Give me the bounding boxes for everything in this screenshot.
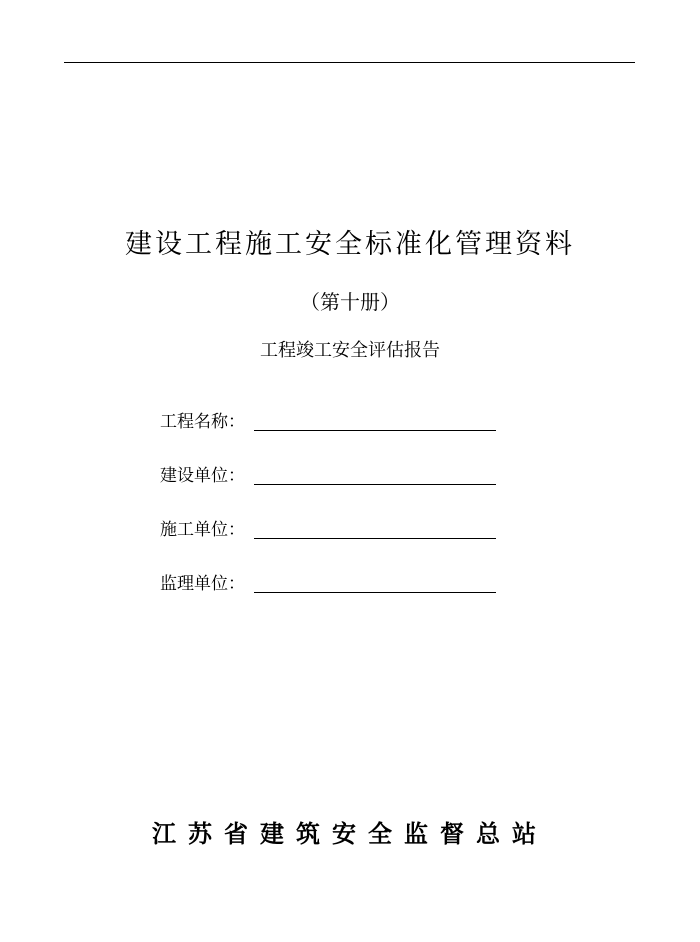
- field-label-project-name: 工程名称：: [160, 412, 245, 432]
- field-line-owner[interactable]: [254, 484, 496, 485]
- field-label-supervisor: 监理单位：: [160, 574, 245, 594]
- field-row-owner: [160, 461, 560, 487]
- top-rule: [64, 62, 635, 63]
- info-form: [160, 407, 560, 623]
- field-row-project-name: [160, 407, 560, 433]
- document-subtitle: 工程竣工安全评估报告: [260, 340, 440, 361]
- field-line-project-name[interactable]: [254, 430, 496, 431]
- field-label-contractor: 施工单位：: [160, 520, 245, 540]
- field-row-contractor: [160, 515, 560, 541]
- document-title: 建设工程施工安全标准化管理资料: [125, 229, 575, 260]
- field-line-contractor[interactable]: [254, 538, 496, 539]
- issuer-name: 江苏省建筑安全监督总站: [152, 820, 548, 848]
- volume-label: （第十册）: [300, 290, 400, 314]
- field-row-supervisor: [160, 569, 560, 595]
- field-line-supervisor[interactable]: [254, 592, 496, 593]
- field-label-owner: 建设单位：: [160, 466, 245, 486]
